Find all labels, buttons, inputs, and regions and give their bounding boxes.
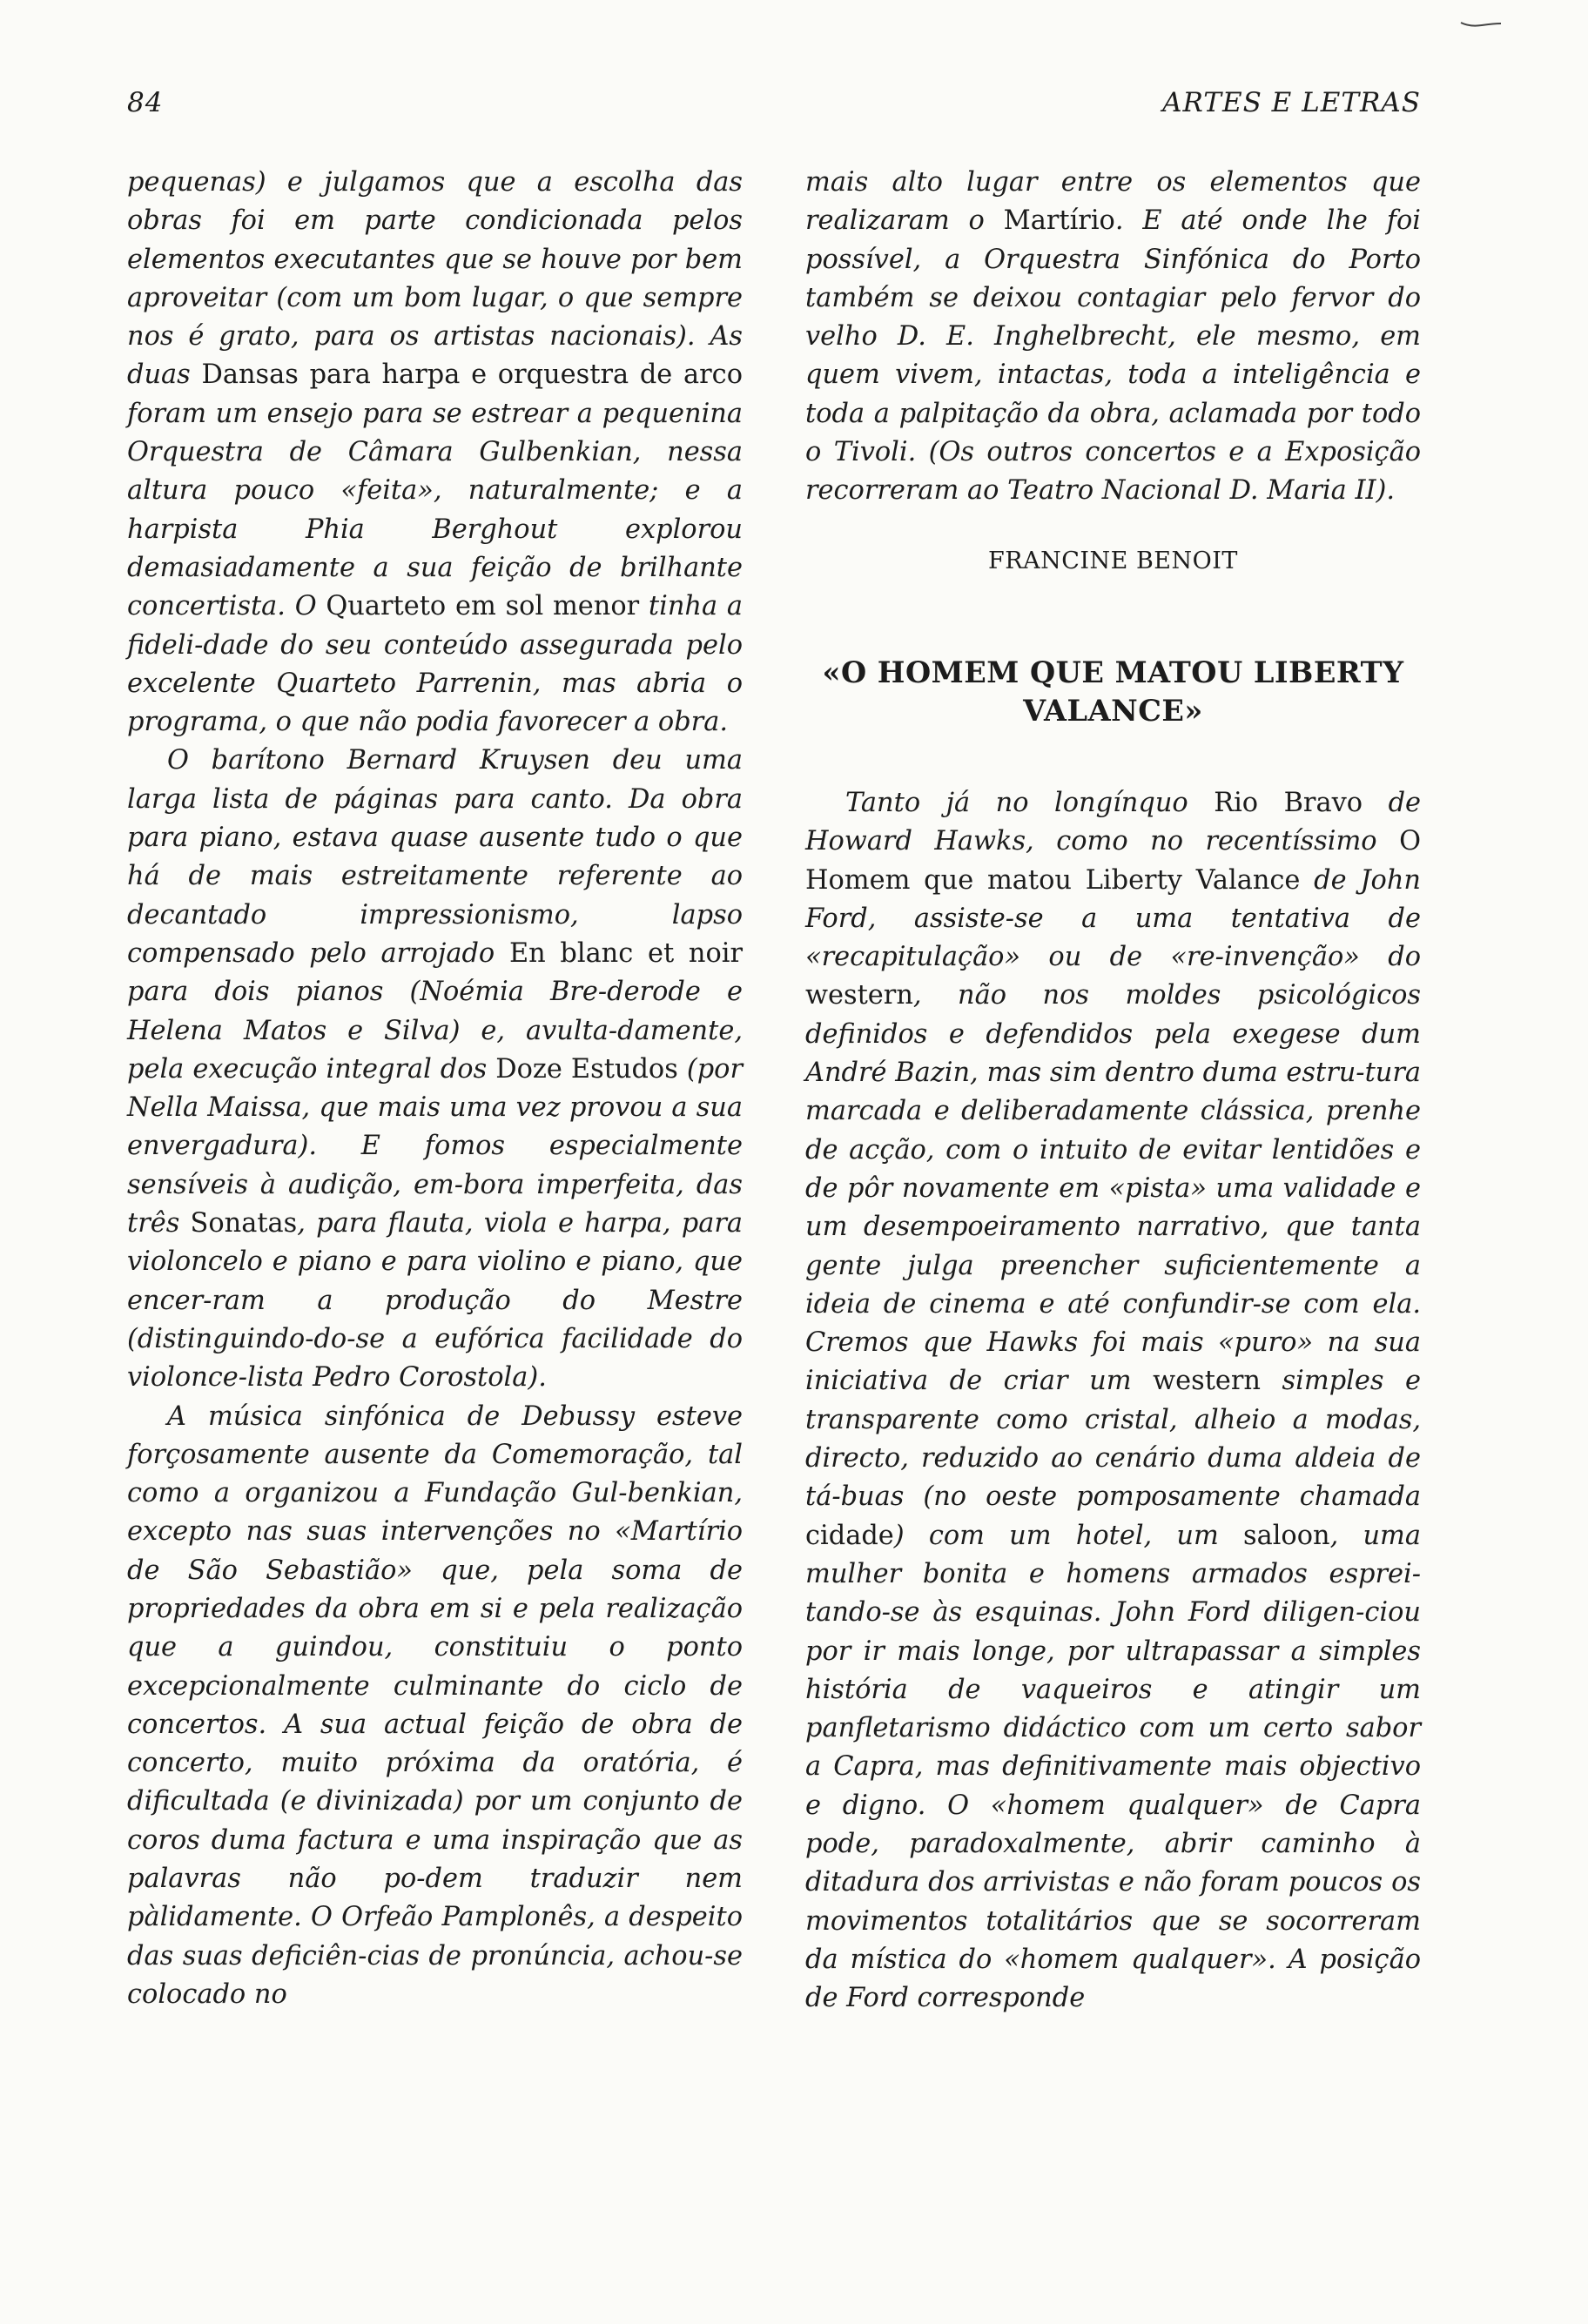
text-span: mais alto lugar entre os elementos que realizaram o	[805, 167, 1421, 237]
text-span: tinha a fideli-dade do seu conteúdo assegurada pelo excelente Quarteto Parrenin, mas abria o programa, o que não podia favorecer a obra.	[127, 591, 744, 738]
right-column	[805, 164, 1421, 2018]
paragraph	[805, 164, 1421, 511]
work-title: En blanc et noir	[508, 937, 743, 969]
running-title: ARTES E LETRAS	[1162, 87, 1421, 118]
term: cidade	[805, 1520, 894, 1551]
text-span: pequenas) e julgamos que a escolha das obras foi em parte condicionada pelos elementos executantes que se houve por bem aproveitar (com um bom lugar, o que sempre nos é grato, para os artistas nacionais). As duas	[127, 167, 743, 391]
work-title: Sonatas	[190, 1208, 298, 1239]
text-span: simples e transparente como cristal, alheio a modas, directo, reduzido ao cenário duma aldeia de tá-buas (no oeste pomposamente chamada	[805, 1366, 1421, 1513]
text-span: , uma mulher bonita e homens armados esprei-tando-se às esquinas. John Ford diligen-ciou por ir mais longe, por ultrapassar a simples história de vaqueiros e atingir um panfletarismo didáctico com um certo sabor a Capra, mas definitivamente mais objectivo e digno. O «homem qualquer» de Capra pode, paradoxalmente, abrir caminho à ditadura dos arrivistas e não foram poucos os movimentos totalitários que se socorreram da mística do «homem qualquer». A posição de Ford corresponde	[805, 1520, 1421, 2014]
article-title-line: «O HOMEM QUE MATOU LIBERTY	[822, 655, 1404, 689]
text-span: foram um ensejo para se estrear a pequenina Orquestra de Câmara Gulbenkian, nessa altura pouco «feita», naturalmente; e a harpista Phia Berghout explorou demasiadamente a sua feição de brilhante concertista. O	[127, 398, 743, 622]
page-number: 84	[127, 87, 164, 118]
text-span: para dois pianos (Noémia Bre-derode e Helena Matos e Silva) e, avulta-damente, pela execução integral dos	[127, 977, 743, 1085]
corner-pencil-mark	[1459, 21, 1503, 28]
work-title: Rio Bravo	[1214, 787, 1363, 818]
term: saloon	[1243, 1520, 1330, 1551]
paragraph	[127, 742, 743, 1397]
text-span: de Howard Hawks, como no recentíssimo	[805, 787, 1422, 857]
paragraph	[127, 164, 743, 742]
text-span: , não nos moldes psicológicos definidos e defendidos pela exegese dum André Bazin, mas sim dentro duma estru-tura marcada e deliberadamente clássica, prenhe de acção, com o intuito de evitar lentidões e de pôr novamente em «pista» uma validade e um desempoeiramento narrativo, que tanta gente julga preencher suficientemente a ideia de cinema e até confundir-se com ela. Cremos que Hawks foi mais «puro» na sua iniciativa de criar um	[805, 980, 1421, 1397]
text-span: . E até onde lhe foi possível, a Orquestra Sinfónica do Porto também se deixou contagiar pelo fervor do velho D. E. Inghelbrecht, ele mesmo, em quem vivem, intactas, toda a inteligência e toda a palpitação da obra, aclamada por todo o Tivoli. (Os outros concertos e a Exposição recorreram ao Teatro Nacional D. Maria II).	[805, 205, 1421, 507]
article-title-line: VALANCE»	[1023, 693, 1203, 728]
work-title: O Homem que matou Liberty Valance	[805, 826, 1421, 896]
genre-term: western	[805, 980, 913, 1011]
text-span: ) com um hotel, um	[893, 1520, 1243, 1551]
paragraph	[127, 1398, 743, 2015]
author-signature: FRANCINE BENOIT	[988, 547, 1238, 574]
left-column	[127, 164, 743, 2014]
paragraph	[805, 784, 1421, 2018]
text-span: A música sinfónica de Debussy esteve forçosamente ausente da Comemoração, tal como a organizou a Fundação Gul-benkian, excepto nas suas intervenções no «Martírio de São Sebastião» que, pela soma de propriedades da obra em si e pela realização que a guindou, constituiu o ponto excepcionalmente culminante do ciclo de concertos. A sua actual feição de obra de concerto, muito próxima da oratória, é dificultada (e divinizada) por um conjunto de coros duma factura e uma inspiração que as palavras não po-dem traduzir nem pàlidamente. O Orfeão Pamplonês, a despeito das suas deficiên-cias de pronúncia, achou-se colocado no	[127, 1400, 743, 2010]
text-span: O barítono Bernard Kruysen deu uma larga lista de páginas para canto. Da obra para piano, estava quase ausente tudo o que há de mais estreitamente referente ao decantado impressionismo, lapso compensado pelo arrojado	[127, 745, 743, 969]
work-title: Doze Estudos	[495, 1053, 678, 1085]
text-span: de John Ford, assiste-se a uma tentativa de «recapitulação» ou de «re-invenção» do	[805, 864, 1421, 973]
work-title: Dansas para harpa e orquestra de arco	[201, 359, 743, 391]
work-title: Quarteto em sol menor	[326, 591, 640, 622]
text-span: Tanto já no longínquo	[845, 787, 1215, 818]
text-span: , para flauta, viola e harpa, para violoncelo e piano e para violino e piano, que encer-ram a produção do Mestre (distinguindo-do-se a eufórica facilidade do violonce-lista Pedro Corostola).	[127, 1208, 743, 1394]
work-title: Martírio	[1003, 205, 1115, 237]
article-title	[805, 654, 1421, 730]
text-span: (por Nella Maissa, que mais uma vez provou a sua envergadura). E fomos especialmente sensíveis à audição, em-bora imperfeita, das três	[127, 1053, 743, 1239]
genre-term: western	[1153, 1366, 1261, 1397]
